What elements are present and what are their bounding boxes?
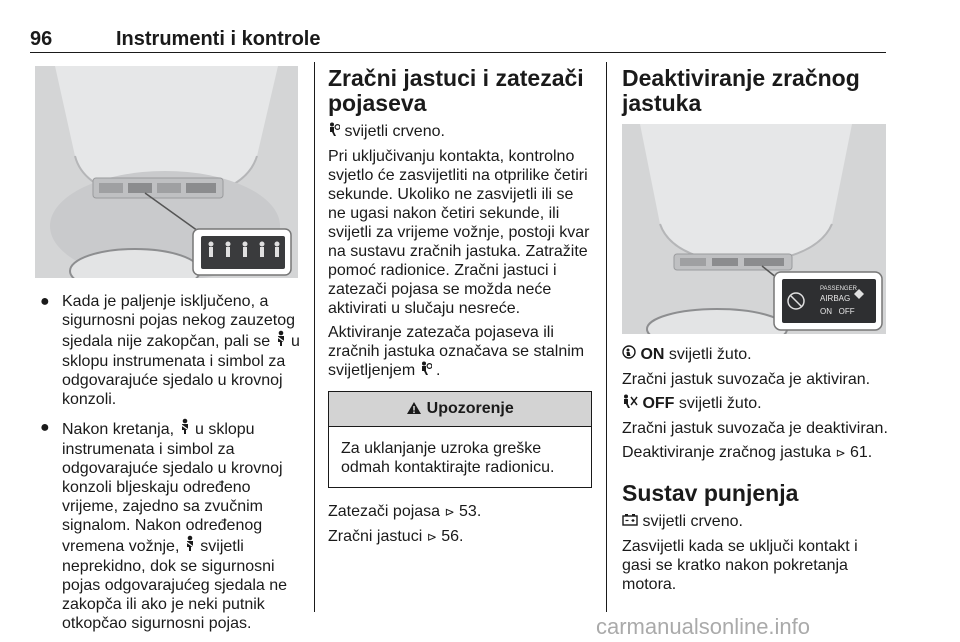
bullet-item xyxy=(35,292,300,409)
battery-icon xyxy=(622,514,642,530)
bullet-dot: ● xyxy=(40,419,50,436)
airbag-paragraph-2: Aktiviranje zatezača pojaseva ili zračnih jastuka označava se stalnim svijetljenjem xyxy=(328,324,585,379)
bullet-text: u sklopu instrumenata i simbol za odgovarajuće sjedalo u krovnoj konzoli bljeskaju određeno vrijeme, zajedno sa zvučnim signalom. Nakon određenog vremena vožnje, xyxy=(62,421,283,555)
cross-reference-label: Zračni jastuci xyxy=(328,528,423,545)
charging-status-text: svijetli crveno. xyxy=(642,513,743,530)
on-description: Zračni jastuk suvozača je aktiviran. xyxy=(622,371,871,388)
cross-reference-label: Deaktiviranje zračnog jastuka xyxy=(622,444,831,461)
reference-arrow-icon: ⊳ xyxy=(444,505,455,519)
on-status-text: svijetli žuto. xyxy=(668,346,752,363)
warning-title: Upozorenje xyxy=(426,400,514,417)
watermark: carmanualsonline.info xyxy=(596,614,811,639)
right-column-text xyxy=(622,345,888,599)
panel-label-airbag: AIRBAG xyxy=(820,294,851,303)
section-heading-charging: Sustav punjenja xyxy=(622,480,799,506)
panel-label-passenger: PASSENGER xyxy=(820,286,857,292)
airbag-status-text: svijetli crveno. xyxy=(344,123,445,140)
panel-label-on-off: ON OFF xyxy=(820,307,855,316)
warning-box xyxy=(328,391,592,488)
airbag-icon xyxy=(420,363,436,379)
column-divider-1 xyxy=(314,62,315,612)
section-heading-airbags: Zračni jastuci i zatezači pojaseva xyxy=(328,65,584,116)
warning-header xyxy=(329,392,591,427)
airbag-on-icon xyxy=(622,347,640,363)
cross-reference[interactable]: Deaktiviranje zračnog jastuka ⊳ 61. xyxy=(622,444,873,461)
cross-reference[interactable]: Zračni jastuci ⊳ 56. xyxy=(328,528,464,545)
left-column xyxy=(35,292,300,642)
seatbelt-reminder-icon xyxy=(275,334,291,350)
off-label: OFF xyxy=(642,395,675,412)
reference-arrow-icon: ⊳ xyxy=(835,446,846,460)
charging-description: Zasvijetli kada se uključi kontakt i gasi se kratko nakon pokretanja motora. xyxy=(622,538,858,593)
header-rule xyxy=(30,52,886,53)
column-divider-2 xyxy=(606,62,607,612)
bullet-item xyxy=(35,418,300,633)
bullet-text: svijetli neprekidno, dok se sigurnosni pojas odgovarajućeg sjedala ne zakopča ili ako je neki putnik otkopčao sigurnosni pojas. xyxy=(62,538,288,632)
bullet-text: u sklopu instrumenata i simbol za odgovarajuće sjedalo u krovnoj konzoli. xyxy=(62,333,300,408)
warning-text: Za uklanjanje uzroka greške odmah kontaktirajte radionicu. xyxy=(341,440,555,476)
cross-reference-page: 53 xyxy=(459,503,477,520)
reference-arrow-icon: ⊳ xyxy=(426,530,437,544)
on-label: ON xyxy=(640,346,665,363)
bullet-text: Kada je paljenje isključeno, a sigurnosni pojas nekog zauzetog sjedala nije zakopčan, pali se xyxy=(62,293,296,350)
page-header xyxy=(30,22,886,52)
off-description: Zračni jastuk suvozača je deaktiviran. xyxy=(622,420,888,437)
section-heading-airbag-deactivation: Deaktiviranje zračnog jastuka xyxy=(622,65,860,116)
middle-column: Zračni jastuci i zatezači pojaseva svijetli crveno. Pri uključivanju kontakta, kontrolno svjetlo će zasvijetliti na otprilike četiri sekunde. Ukoliko ne zasvijetli ili se ne ugasi nakon četiri sekunde, ili svijetli za vrijeme vožnje, postoji kvar na sustavu zračnih jastuka. Zatražite pomoć radionice. Zračni jastuci i zatezači pojasa se možda neće aktivirati u slučaju nesreće. Aktiviranje zatezača pojaseva ili zračnih jastuka označava se stalnim svijetljenjem . Upozorenje Za uklanjanje uzroka greške odmah kontaktirajte radionicu. Zatezači pojasa ⊳ 53. Zračni jastuci ⊳ 56. xyxy=(328,66,592,552)
cross-reference-page: 56 xyxy=(441,528,460,545)
overhead-console-photo xyxy=(35,66,298,278)
chapter-title: Instrumenti i kontrole xyxy=(116,28,321,50)
cross-reference-label: Zatezači pojasa xyxy=(328,503,441,520)
airbag-off-icon xyxy=(622,396,642,412)
bullet-text: Nakon kretanja, xyxy=(62,421,175,438)
page-number: 96 xyxy=(30,28,53,50)
seatbelt-reminder-icon xyxy=(184,539,200,555)
cross-reference[interactable]: Zatezači pojasa ⊳ 53. xyxy=(328,503,482,520)
cross-reference-page: 61 xyxy=(849,444,868,461)
warning-triangle-icon xyxy=(406,400,426,417)
right-column xyxy=(622,66,888,122)
seatbelt-reminder-icon xyxy=(179,422,195,438)
bullet-dot: ● xyxy=(40,293,50,310)
airbag-panel-photo xyxy=(622,124,886,334)
airbag-icon xyxy=(328,124,344,140)
airbag-paragraph-1: Pri uključivanju kontakta, kontrolno svjetlo će zasvijetliti na otprilike četiri sekunde. Ukoliko ne zasvijetli ili se ne ugasi nakon četiri sekunde, ili svijetli za vrijeme vožnje, postoji kvar na sustavu zračnih jastuka. Zatražite pomoć radionice. Zračni jastuci i zatezači pojasa se možda neće aktivirati u slučaju nesreće. xyxy=(328,148,590,317)
off-status-text: svijetli žuto. xyxy=(678,395,762,412)
